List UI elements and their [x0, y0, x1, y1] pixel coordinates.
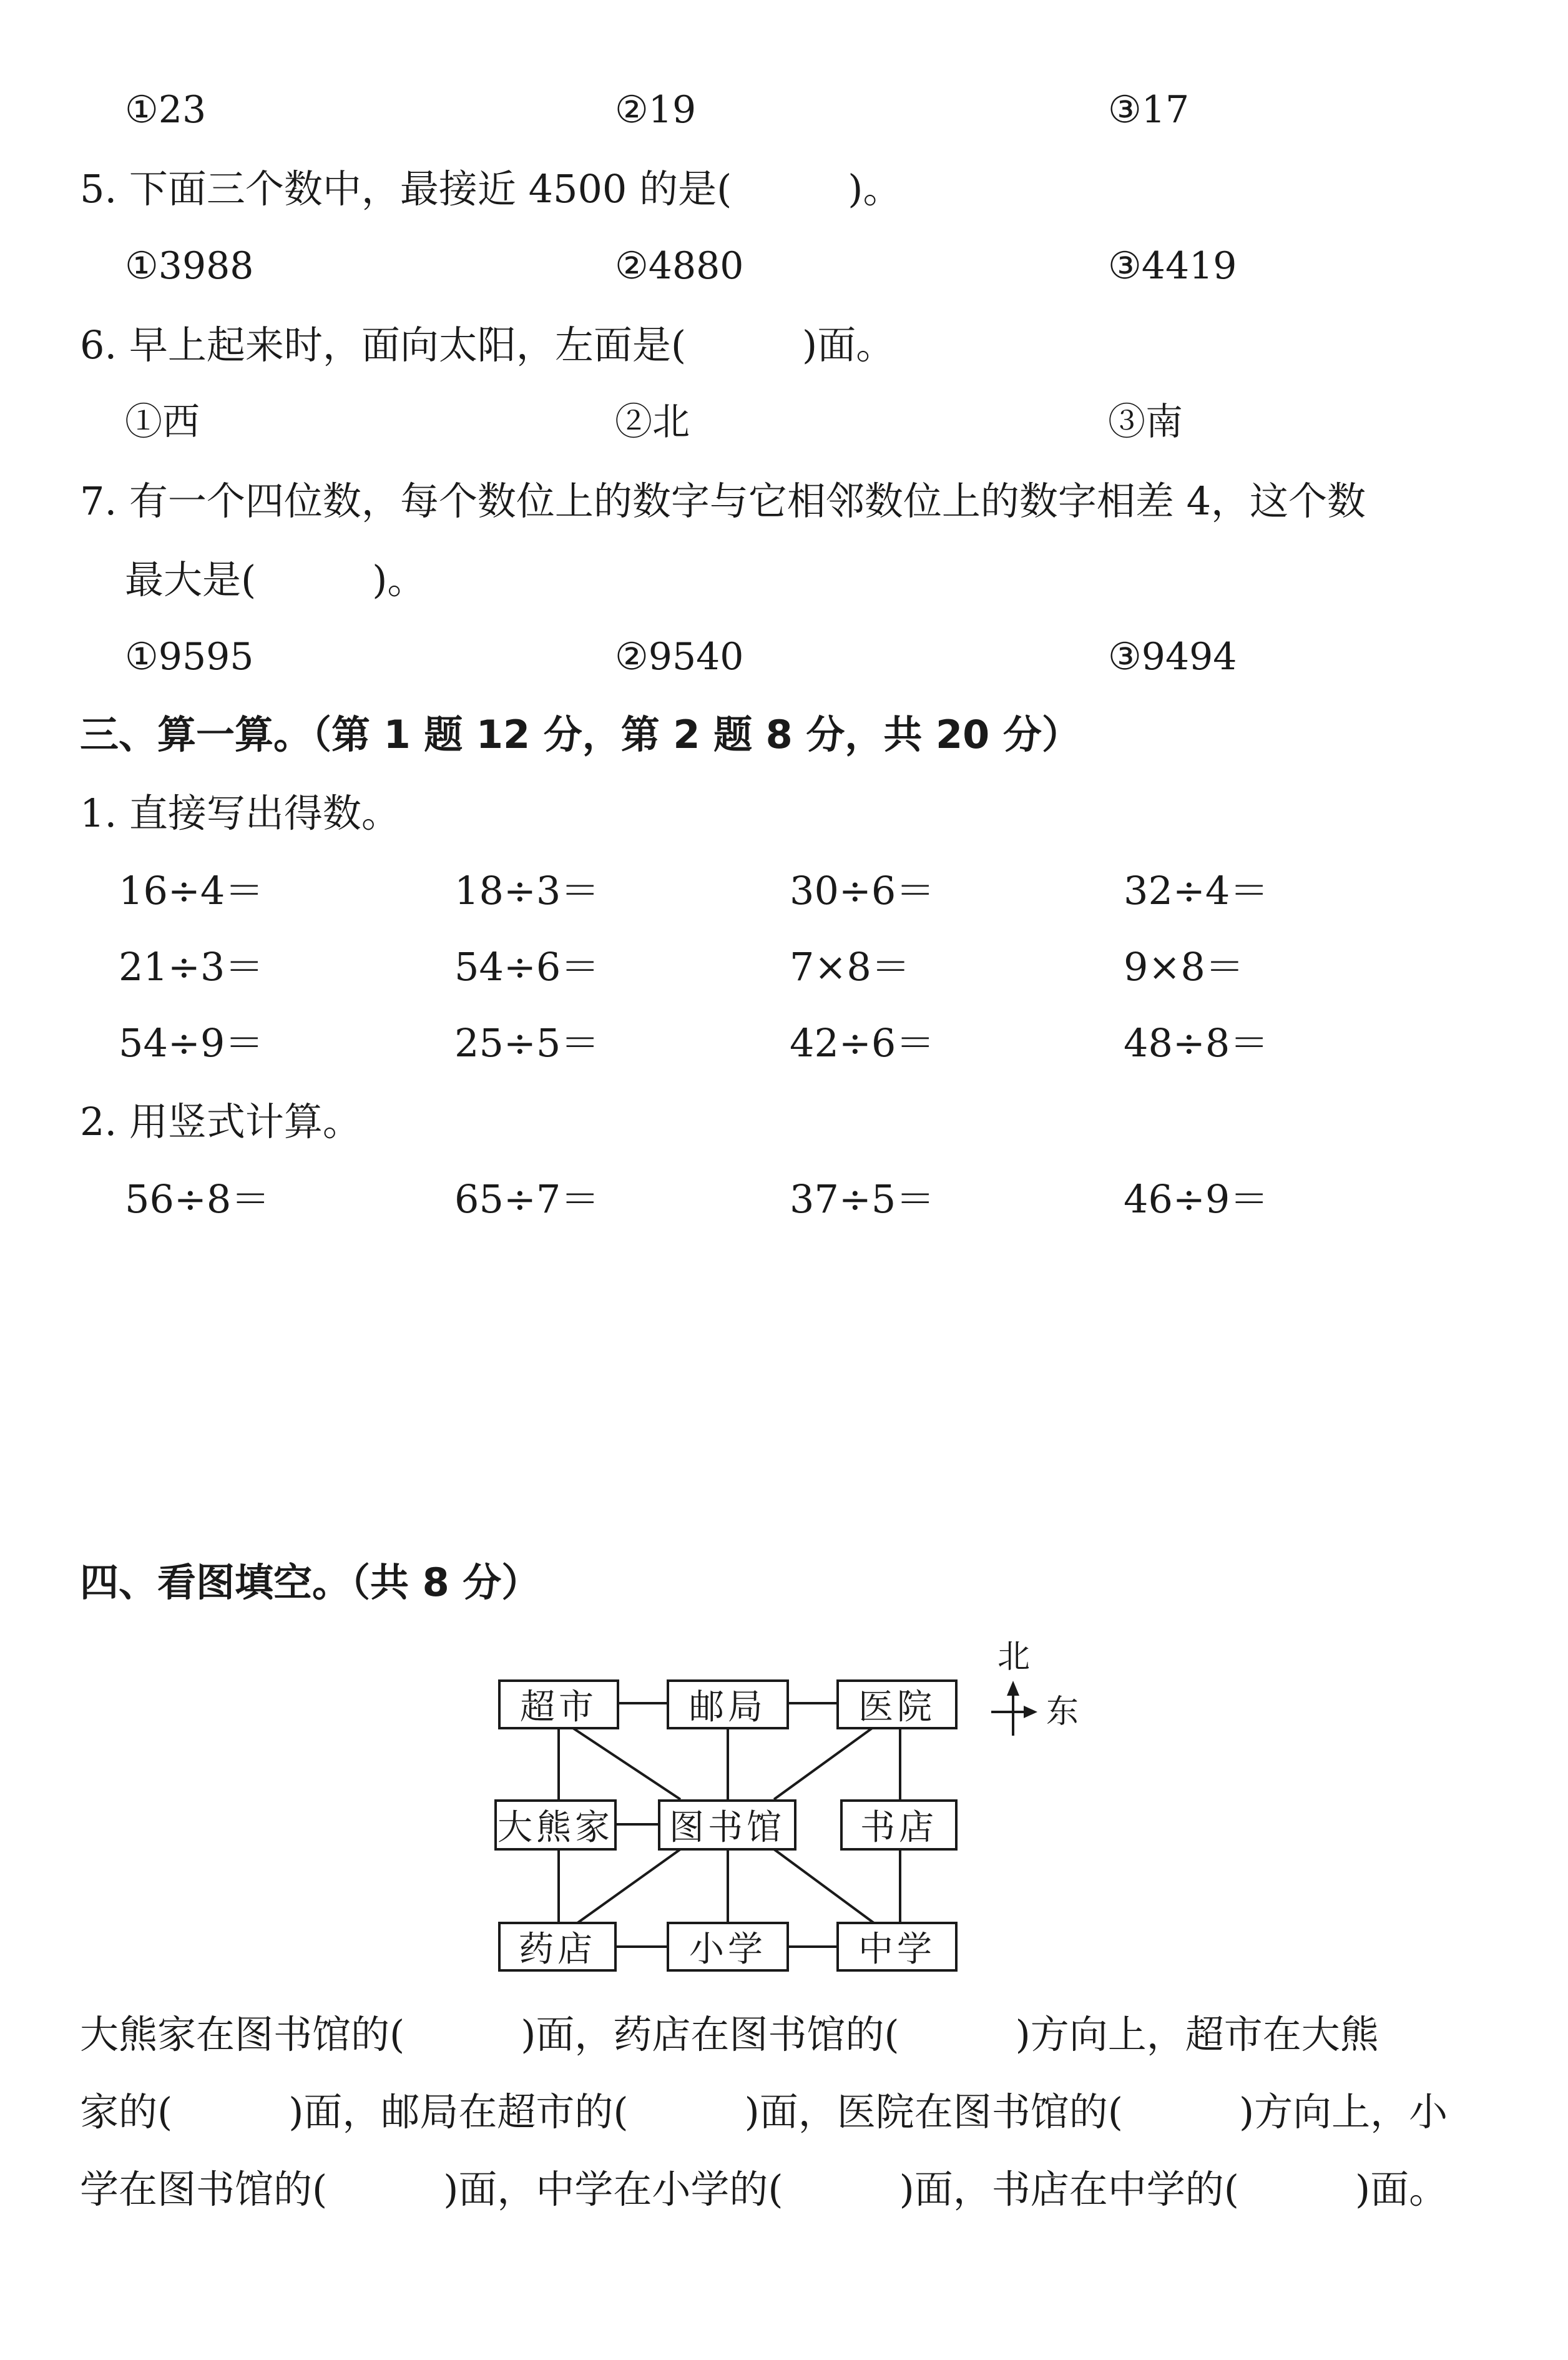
q7-option-1: ①9595	[125, 635, 254, 679]
section-3-sub-1: 1. 直接写出得数。	[80, 790, 400, 836]
vertical-calc-2: 65÷7＝	[454, 1176, 600, 1222]
calc-1-3: 30÷6＝	[790, 868, 935, 913]
calc-1-2: 18÷3＝	[454, 868, 600, 913]
q7-option-2: ②9540	[615, 635, 744, 679]
q5-option-3: ③4419	[1108, 244, 1237, 288]
q4-option-3: ③17	[1108, 88, 1190, 132]
question-5: 5. 下面三个数中，最接近 4500 的是( )。	[80, 166, 902, 212]
section-3-title: 三、算一算。（第 1 题 12 分，第 2 题 8 分，共 20 分）	[80, 712, 1080, 757]
section-4-title: 四、看图填空。（共 8 分）	[80, 1560, 541, 1605]
map-place-middle-school: 中学	[836, 1922, 958, 1972]
q4-option-2: ②19	[615, 88, 697, 132]
calc-2-1: 21÷3＝	[119, 944, 264, 990]
q7-option-3: ③9494	[1108, 635, 1237, 679]
map-place-hospital: 医院	[836, 1679, 958, 1729]
fill-in-line-3: 学在图书馆的( )面，中学在小学的( )面，书店在中学的( )面。	[80, 2166, 1448, 2212]
calc-2-4: 9×8＝	[1124, 944, 1244, 990]
map-place-post-office: 邮局	[667, 1679, 789, 1729]
map-place-daxiong-home: 大熊家	[494, 1799, 617, 1851]
vertical-calc-4: 46÷9＝	[1124, 1176, 1269, 1222]
calc-1-4: 32÷4＝	[1124, 868, 1269, 913]
calc-2-3: 7×8＝	[790, 944, 910, 990]
vertical-calc-3: 37÷5＝	[790, 1176, 935, 1222]
q5-option-1: ①3988	[125, 244, 254, 288]
map-place-bookstore: 书店	[840, 1799, 958, 1851]
map-place-library: 图书馆	[658, 1799, 796, 1851]
calc-2-2: 54÷6＝	[454, 944, 600, 990]
section-3-sub-2: 2. 用竖式计算。	[80, 1099, 361, 1144]
compass-north-label: 北	[997, 1638, 1031, 1676]
calc-1-1: 16÷4＝	[119, 868, 264, 913]
calc-3-1: 54÷9＝	[119, 1020, 264, 1066]
q5-option-2: ②4880	[615, 244, 744, 288]
q6-option-2: ②北	[615, 400, 690, 444]
map-place-primary-school: 小学	[667, 1922, 789, 1972]
calc-3-4: 48÷8＝	[1124, 1020, 1269, 1066]
calc-3-2: 25÷5＝	[454, 1020, 600, 1066]
q6-option-1: ①西	[125, 400, 200, 444]
vertical-calc-1: 56÷8＝	[125, 1176, 270, 1222]
map-place-pharmacy: 药店	[498, 1922, 617, 1972]
fill-in-line-2: 家的( )面，邮局在超市的( )面，医院在图书馆的( )方向上，小	[80, 2089, 1448, 2135]
question-6: 6. 早上起来时，面向太阳，左面是( )面。	[80, 322, 895, 368]
question-7-line-2: 最大是( )。	[125, 557, 426, 602]
compass-east-label: 东	[1046, 1693, 1079, 1731]
calc-3-3: 42÷6＝	[790, 1020, 935, 1066]
map-place-supermarket: 超市	[498, 1679, 619, 1729]
q6-option-3: ③南	[1108, 400, 1183, 444]
fill-in-line-1: 大熊家在图书馆的( )面，药店在图书馆的( )方向上，超市在大熊	[80, 2012, 1379, 2057]
q4-option-1: ①23	[125, 88, 207, 132]
question-7-line-1: 7. 有一个四位数，每个数位上的数字与它相邻数位上的数字相差 4，这个数	[80, 478, 1366, 524]
